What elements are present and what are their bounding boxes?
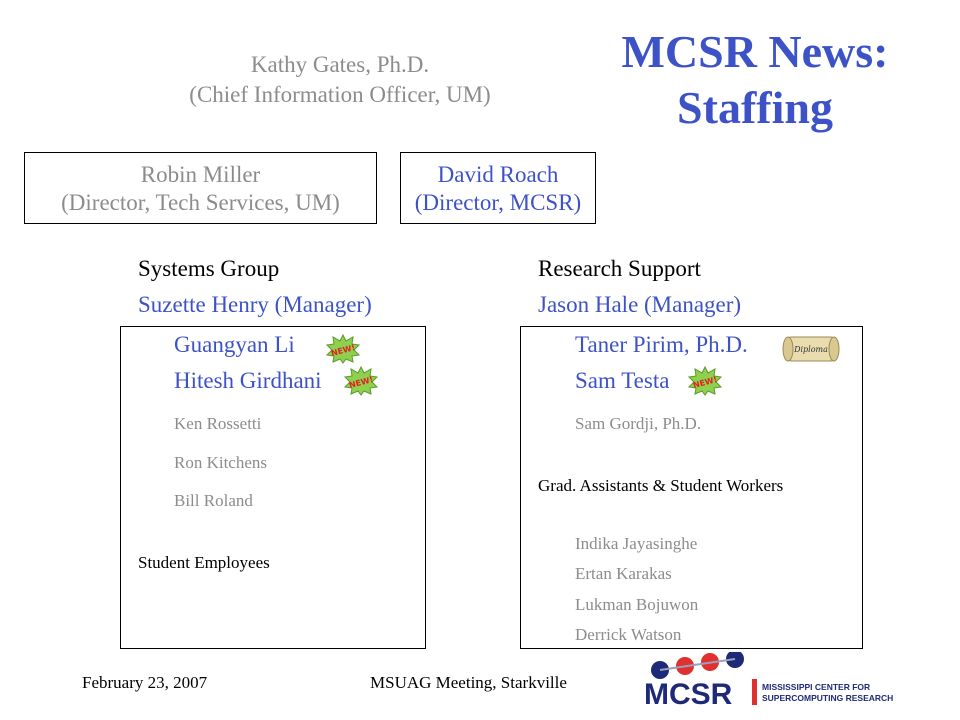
- svg-text:NEW!: NEW!: [330, 342, 357, 359]
- footer-event: MSUAG Meeting, Starkville: [370, 673, 567, 692]
- slide-title-line2: Staffing: [677, 82, 833, 133]
- staff-name: Bill Roland: [174, 491, 253, 510]
- svg-text:Diploma: Diploma: [794, 345, 828, 354]
- svg-text:NEW!: NEW!: [692, 374, 719, 391]
- student-name: Indika Jayasinghe: [575, 534, 698, 553]
- executive-name: Kathy Gates, Ph.D.: [250, 52, 430, 77]
- new-badge-icon: [344, 366, 378, 396]
- director-box-tech-services: [24, 152, 377, 224]
- student-name: Ertan Karakas: [575, 564, 672, 583]
- mcsr-logo: [640, 652, 910, 712]
- new-badge-icon: [688, 366, 722, 396]
- director-box-mcsr: [400, 152, 596, 224]
- grad-assistants-label: Grad. Assistants & Student Workers: [538, 476, 784, 495]
- research-support-heading: Research Support: [538, 256, 701, 281]
- svg-text:SUPERCOMPUTING RESEARCH: SUPERCOMPUTING RESEARCH: [762, 693, 894, 703]
- staff-name: Sam Testa: [575, 368, 670, 393]
- svg-text:NEW!: NEW!: [348, 374, 375, 391]
- diploma-icon: [782, 332, 840, 366]
- student-name: Lukman Bojuwon: [575, 595, 699, 614]
- staff-name: Guangyan Li: [174, 332, 295, 357]
- director-name: Robin Miller: [140, 162, 261, 187]
- director-role: (Director, MCSR): [414, 190, 582, 215]
- systems-group-heading: Systems Group: [138, 256, 280, 281]
- slide-title-line1: MCSR News:: [621, 26, 889, 77]
- staff-name: Ken Rossetti: [174, 414, 262, 433]
- staff-name: Sam Gordji, Ph.D.: [575, 414, 702, 433]
- svg-text:MCSR: MCSR: [644, 678, 733, 711]
- footer-date: February 23, 2007: [82, 673, 208, 692]
- staff-name: Hitesh Girdhani: [174, 368, 322, 393]
- staff-name: Taner Pirim, Ph.D.: [575, 332, 748, 357]
- slide-title: [590, 24, 920, 136]
- student-employees-label: Student Employees: [138, 553, 270, 572]
- director-name: David Roach: [437, 162, 559, 187]
- director-role: (Director, Tech Services, UM): [61, 190, 340, 215]
- executive-block: [150, 50, 530, 110]
- new-badge-icon: [326, 334, 360, 364]
- systems-group-manager: Suzette Henry (Manager): [138, 292, 372, 317]
- research-support-manager: Jason Hale (Manager): [538, 292, 742, 317]
- student-name: Derrick Watson: [575, 625, 682, 644]
- executive-role: (Chief Information Officer, UM): [189, 82, 491, 107]
- svg-text:MISSISSIPPI CENTER FOR: MISSISSIPPI CENTER FOR: [762, 682, 871, 692]
- staff-name: Ron Kitchens: [174, 453, 268, 472]
